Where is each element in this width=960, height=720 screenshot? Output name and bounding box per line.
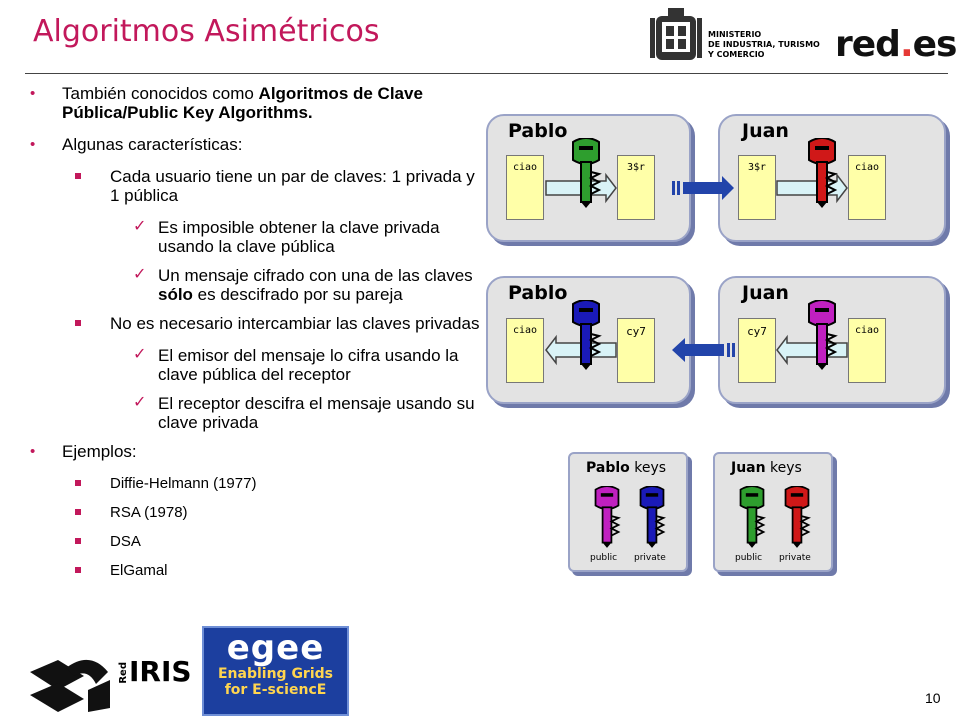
check-only-pair: ✓ Un mensaje cifrado con una de las claves sólo es descifrado por su pareja bbox=[30, 266, 480, 304]
public-key-caption: public bbox=[735, 553, 763, 563]
doc-plaintext: ciao bbox=[506, 155, 544, 220]
subbullet-no-exchange: No es necesario intercambiar las claves privadas bbox=[30, 314, 480, 333]
check-impossible: ✓ Es imposible obtener la clave privada usando la clave pública bbox=[30, 218, 480, 256]
doc-ciphertext: 3$r bbox=[738, 155, 776, 220]
subbullet-key-pair: Cada usuario tiene un par de claves: 1 privada y 1 pública bbox=[30, 167, 480, 205]
page-number: 10 bbox=[925, 690, 941, 706]
egee-logo: egee Enabling Grids for E-sciencE bbox=[202, 626, 349, 716]
example-item: Diffie-Helmann (1977) bbox=[30, 474, 480, 493]
bullet-also-known: • También conocidos como Algoritmos de Clave Pública/Public Key Algorithms. bbox=[30, 84, 480, 122]
bullet-list bbox=[30, 84, 480, 590]
doc-plaintext: ciao bbox=[848, 155, 886, 220]
rediris-logo-icon bbox=[30, 660, 110, 712]
example-item: RSA (1978) bbox=[30, 503, 480, 522]
title-divider bbox=[25, 73, 948, 74]
bullet-characteristics: • Algunas características: bbox=[30, 135, 480, 154]
private-key-caption: private bbox=[634, 553, 666, 563]
juan-label-top: Juan bbox=[742, 120, 789, 142]
pablo-label-top: Pablo bbox=[508, 120, 568, 142]
bullet-examples: • Ejemplos: bbox=[30, 442, 480, 461]
doc-plaintext: ciao bbox=[506, 318, 544, 383]
private-key-caption: private bbox=[779, 553, 811, 563]
juan-keys-label: Juan keys bbox=[731, 460, 802, 476]
check-sender: ✓ El emisor del mensaje lo cifra usando la clave pública del receptor bbox=[30, 346, 480, 384]
doc-ciphertext: cy7 bbox=[617, 318, 655, 383]
doc-ciphertext: cy7 bbox=[738, 318, 776, 383]
check-receiver: ✓ El receptor descifra el mensaje usando su clave privada bbox=[30, 394, 480, 432]
pablo-keys-label: Pablo keys bbox=[586, 460, 667, 476]
juan-label-bottom: Juan bbox=[742, 282, 789, 304]
ministerio-text: MINISTERIO DE INDUSTRIA, TURISMO Y COMERCIO bbox=[708, 30, 820, 59]
example-item: DSA bbox=[30, 532, 480, 551]
page-title: Algoritmos Asimétricos bbox=[33, 14, 380, 49]
red-es-logo: red.es bbox=[835, 24, 957, 65]
pablo-label-bottom: Pablo bbox=[508, 282, 568, 304]
rediris-text: RedIRIS bbox=[118, 655, 192, 688]
public-key-caption: public bbox=[590, 553, 618, 563]
doc-ciphertext: 3$r bbox=[617, 155, 655, 220]
doc-plaintext: ciao bbox=[848, 318, 886, 383]
example-item: ElGamal bbox=[30, 561, 480, 580]
